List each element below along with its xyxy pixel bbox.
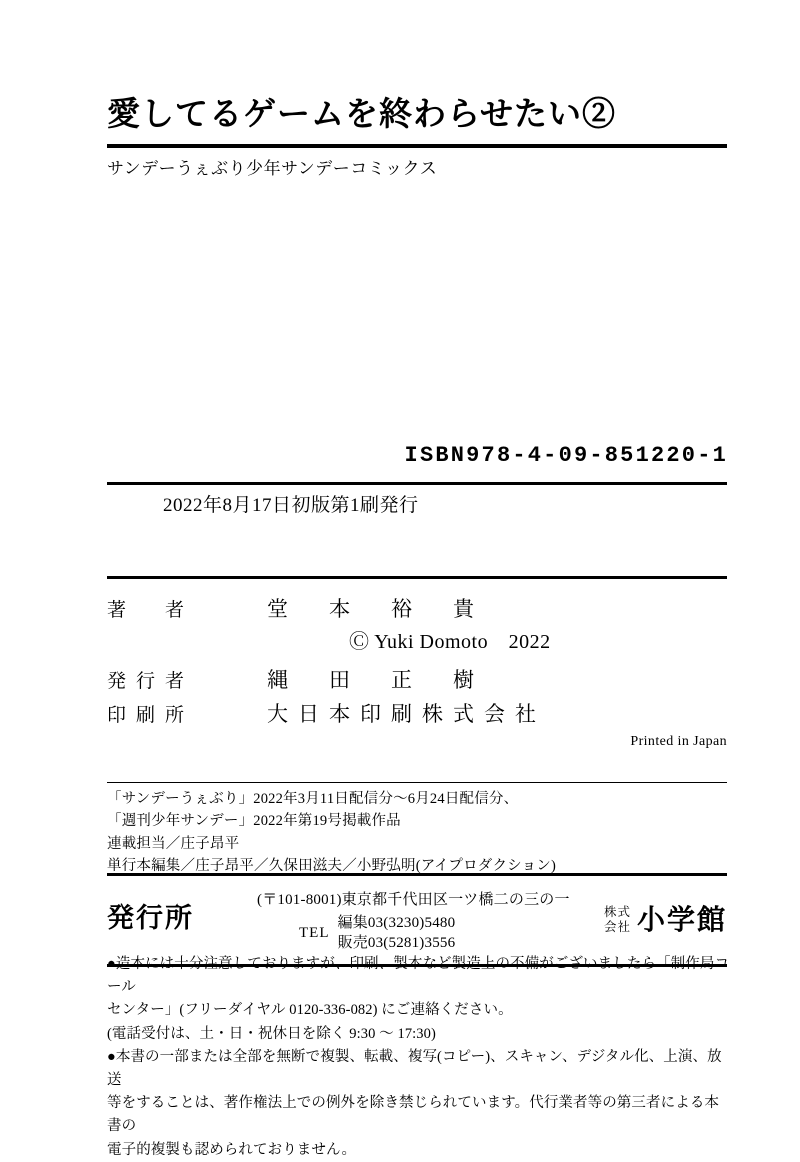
credit-label-author: 著 者 [107,600,195,621]
publisher-row [107,884,727,954]
publisher-contact [257,884,604,954]
title-block [107,96,727,179]
legal-line: 電子的複製も認められておりません。 [107,1141,357,1158]
credit-row-printer [107,698,727,728]
tel-label: TEL [299,924,330,941]
legal-line: 等をすることは、著作権法上での例外を除き禁じられています。代行業者等の第三者による本書の [107,1095,720,1135]
tel-numbers [338,913,456,954]
company-type-line1: 株式 [603,904,631,919]
book-title: 愛してるゲームを終わらせたい② [107,97,617,133]
company-type [604,905,631,938]
isbn-code: ISBN978-4-09-851220-1 [404,443,728,468]
credit-label-publisher-person: 発行者 [107,671,195,692]
company-name: 小学館 [636,905,727,936]
serialization-divider [107,782,727,783]
legal-line: ●造本には十分注意しておりますが、印刷、製本など製造上の不備がございましたら「制作局コール [107,956,730,996]
tel-editorial: 編集03(3230)5480 [337,915,456,931]
serialization-line: 「週刊少年サンデー」2022年第19号掲載作品 [107,813,401,830]
serialization-notes [107,782,727,878]
publish-date: 2022年8月17日初版第1刷発行 [163,495,419,516]
printed-in-japan: Printed in Japan [630,734,727,749]
publish-date-block [107,482,727,517]
serialization-line: 単行本編集／庄子昂平／久保田滋夫／小野弘明(アイプロダクション) [107,858,557,875]
publish-date-divider [107,482,727,485]
serialization-line: 連載担当／庄子昂平 [107,835,240,852]
publisher-label: 発行所 [107,903,194,933]
credit-value-publisher-person: 縄 田 正 樹 [267,668,484,692]
copyright-notice: Ⓒ Yuki Domoto 2022 [349,631,551,653]
publisher-divider-top [107,873,727,876]
serialization-line: 「サンデーうぇぶり」2022年3月11日配信分〜6月24日配信分、 [107,791,519,807]
legal-notes [107,953,732,1162]
tel-sales: 販売03(5281)3556 [337,935,456,952]
company-type-line2: 会社 [603,920,631,935]
series-label: サンデーうぇぶり少年サンデーコミックス [107,158,438,178]
credits-block [107,576,727,752]
publisher-company [604,884,727,938]
legal-line: (電話受付は、土・日・祝休日を除く 9:30 〜 17:30) [107,1025,436,1042]
title-divider [107,144,727,148]
legal-line: ●本書の一部または全部を無断で複製、転載、複写(コピー)、スキャン、デジタル化、上演、放送 [107,1048,722,1088]
credit-value-printer: 大日本印刷株式会社 [267,702,546,726]
legal-line: センター」(フリーダイヤル 0120-336-082) にご連絡ください。 [107,1002,513,1019]
credit-row-publisher-person [107,664,727,694]
credit-value-author: 堂 本 裕 貴 [267,597,484,621]
publisher-address: (〒101-8001)東京都千代田区一ツ橋二の三の一 [257,892,570,908]
credits-divider [107,576,727,579]
credit-label-printer: 印刷所 [107,705,195,726]
credit-row-author [107,593,727,623]
publisher-tel-row [257,913,604,954]
